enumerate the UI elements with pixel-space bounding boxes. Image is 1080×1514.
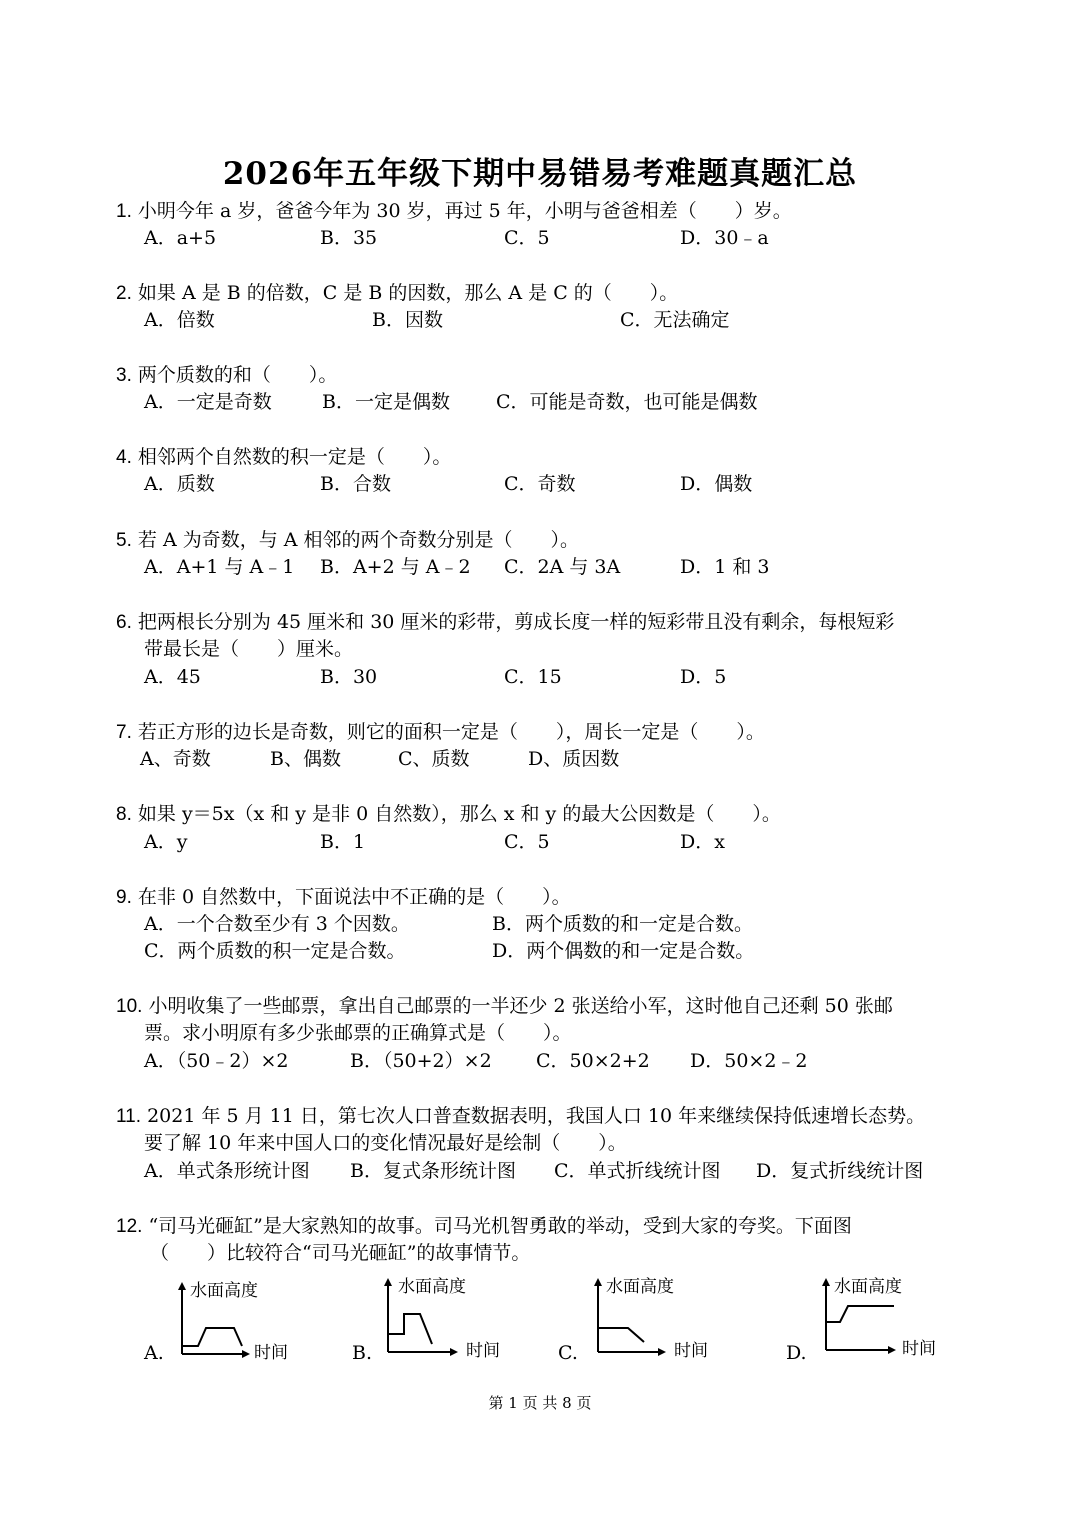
option-a: A．（50﹣2）×2 xyxy=(144,1050,289,1072)
page-title: 2026年五年级下期中易错易考难题真题汇总 xyxy=(222,156,858,192)
question-2 xyxy=(116,279,678,308)
question-number: 12. xyxy=(116,1216,143,1237)
question-text: 若 A 为奇数，与 A 相邻的两个奇数分别是（ ）。 xyxy=(137,529,580,551)
option-c: C．5 xyxy=(504,227,550,249)
option-a: A．倍数 xyxy=(144,309,215,331)
question-4 xyxy=(116,443,451,472)
option-b: B．A+2 与 A﹣2 xyxy=(320,556,471,578)
option-d: D．两个偶数的和一定是合数。 xyxy=(492,940,755,962)
question-number: 11. xyxy=(116,1106,142,1127)
question-12 xyxy=(116,1212,852,1241)
question-number: 1. xyxy=(116,201,132,222)
option-a: A．质数 xyxy=(144,473,215,495)
option-c: C、质数 xyxy=(398,748,470,770)
question-text: 小明收集了一些邮票，拿出自己邮票的一半还少 2 张送给小军，这时他自己还剩 50 张邮 xyxy=(148,995,893,1017)
option-c: C．2A 与 3A xyxy=(504,556,621,578)
question-text-cont: （ ）比较符合“司马光砸缸”的故事情节。 xyxy=(150,1242,531,1264)
option-d: D．50×2﹣2 xyxy=(690,1050,808,1072)
question-number: 2. xyxy=(116,283,132,304)
option-c: C．两个质数的积一定是合数。 xyxy=(144,940,406,962)
page-footer: 第 1 页 共 8 页 xyxy=(488,1394,592,1412)
question-text: 如果 y＝5x（x 和 y 是非 0 自然数），那么 x 和 y 的最大公因数是（ ）。 xyxy=(137,803,781,825)
option-a: A．单式条形统计图 xyxy=(144,1160,310,1182)
graph-a-label: A. xyxy=(144,1342,164,1364)
y-axis-label: 水面高度 xyxy=(398,1277,466,1297)
option-a: A．a+5 xyxy=(144,227,217,249)
x-axis-label: 时间 xyxy=(254,1343,288,1363)
graph-d-label: D. xyxy=(786,1342,807,1364)
option-b: B．1 xyxy=(320,831,366,853)
question-number: 9. xyxy=(116,887,132,908)
graph-b-label: B. xyxy=(352,1342,373,1364)
option-a: A．A+1 与 A﹣1 xyxy=(144,556,295,578)
question-8 xyxy=(116,800,781,829)
option-d: D．复式折线统计图 xyxy=(756,1160,924,1182)
question-text: 2021 年 5 月 11 日，第七次人口普查数据表明，我国人口 10 年来继续保持低速增长态势。 xyxy=(147,1105,926,1127)
x-axis-label: 时间 xyxy=(674,1341,708,1361)
option-c: C．单式折线统计图 xyxy=(554,1160,721,1182)
option-b: B．两个质数的和一定是合数。 xyxy=(492,913,753,935)
x-axis-label: 时间 xyxy=(466,1341,500,1361)
question-7 xyxy=(116,718,765,747)
option-a: A．一个合数至少有 3 个因数。 xyxy=(144,913,410,935)
graph-a xyxy=(172,1276,292,1362)
question-text: 把两根长分别为 45 厘米和 30 厘米的彩带，剪成长度一样的短彩带且没有剩余，每根短彩 xyxy=(137,611,895,633)
y-axis-label: 水面高度 xyxy=(606,1277,674,1297)
graph-b xyxy=(378,1272,508,1360)
question-number: 5. xyxy=(116,530,132,551)
option-b: B．合数 xyxy=(320,473,391,495)
graph-c-label: C. xyxy=(558,1342,578,1364)
question-text: 如果 A 是 B 的倍数，C 是 B 的因数，那么 A 是 C 的（ ）。 xyxy=(137,282,679,304)
option-b: B、偶数 xyxy=(270,748,341,770)
question-text-cont: 票。求小明原有多少张邮票的正确算式是（ ）。 xyxy=(144,1022,572,1044)
option-c: C．无法确定 xyxy=(620,309,730,331)
question-number: 10. xyxy=(116,996,143,1017)
question-text-cont: 要了解 10 年来中国人口的变化情况最好是绘制（ ）。 xyxy=(144,1132,627,1154)
x-axis-label: 时间 xyxy=(902,1339,936,1359)
graph-d xyxy=(816,1272,956,1360)
option-b: B．30 xyxy=(320,666,378,688)
option-a: A．45 xyxy=(144,666,201,688)
option-c: C．可能是奇数，也可能是偶数 xyxy=(496,391,758,413)
question-9 xyxy=(116,883,571,912)
option-a: A、奇数 xyxy=(140,748,211,770)
option-c: C．15 xyxy=(504,666,562,688)
option-d: D．1 和 3 xyxy=(680,556,770,578)
option-d: D、质因数 xyxy=(528,748,620,770)
question-5 xyxy=(116,526,579,555)
question-text: 若正方形的边长是奇数，则它的面积一定是（ ），周长一定是（ ）。 xyxy=(137,721,765,743)
option-c: C．奇数 xyxy=(504,473,576,495)
y-axis-label: 水面高度 xyxy=(834,1277,902,1297)
question-6 xyxy=(116,608,894,637)
question-number: 4. xyxy=(116,447,132,468)
option-a: A．y xyxy=(144,831,188,853)
option-d: D．5 xyxy=(680,666,727,688)
option-b: B．复式条形统计图 xyxy=(350,1160,516,1182)
question-number: 3. xyxy=(116,365,132,386)
question-text-cont: 带最长是（ ）厘米。 xyxy=(144,638,354,660)
question-number: 6. xyxy=(116,612,132,633)
question-3 xyxy=(116,361,337,390)
option-a: A．一定是奇数 xyxy=(144,391,272,413)
question-text: “司马光砸缸”是大家熟知的故事。司马光机智勇敢的举动，受到大家的夸奖。下面图 xyxy=(148,1215,852,1237)
option-b: B．一定是偶数 xyxy=(322,391,450,413)
option-c: C．5 xyxy=(504,831,550,853)
question-text: 相邻两个自然数的积一定是（ ）。 xyxy=(137,446,452,468)
graph-c xyxy=(588,1272,718,1360)
option-b: B．（50+2）×2 xyxy=(350,1050,492,1072)
y-axis-label: 水面高度 xyxy=(190,1281,258,1301)
option-b: B．因数 xyxy=(372,309,443,331)
option-c: C．50×2+2 xyxy=(536,1050,650,1072)
option-b: B．35 xyxy=(320,227,378,249)
question-number: 8. xyxy=(116,804,132,825)
option-d: D．偶数 xyxy=(680,473,753,495)
question-text: 小明今年 a 岁，爸爸今年为 30 岁，再过 5 年，小明与爸爸相差（ ）岁。 xyxy=(137,200,792,222)
question-10 xyxy=(116,992,893,1021)
question-number: 7. xyxy=(116,722,132,743)
question-11 xyxy=(116,1102,925,1131)
question-1 xyxy=(116,197,792,226)
option-d: D．x xyxy=(680,831,725,853)
option-d: D．30﹣a xyxy=(680,227,769,249)
question-text: 在非 0 自然数中，下面说法中不正确的是（ ）。 xyxy=(137,886,571,908)
question-text: 两个质数的和（ ）。 xyxy=(137,364,338,386)
